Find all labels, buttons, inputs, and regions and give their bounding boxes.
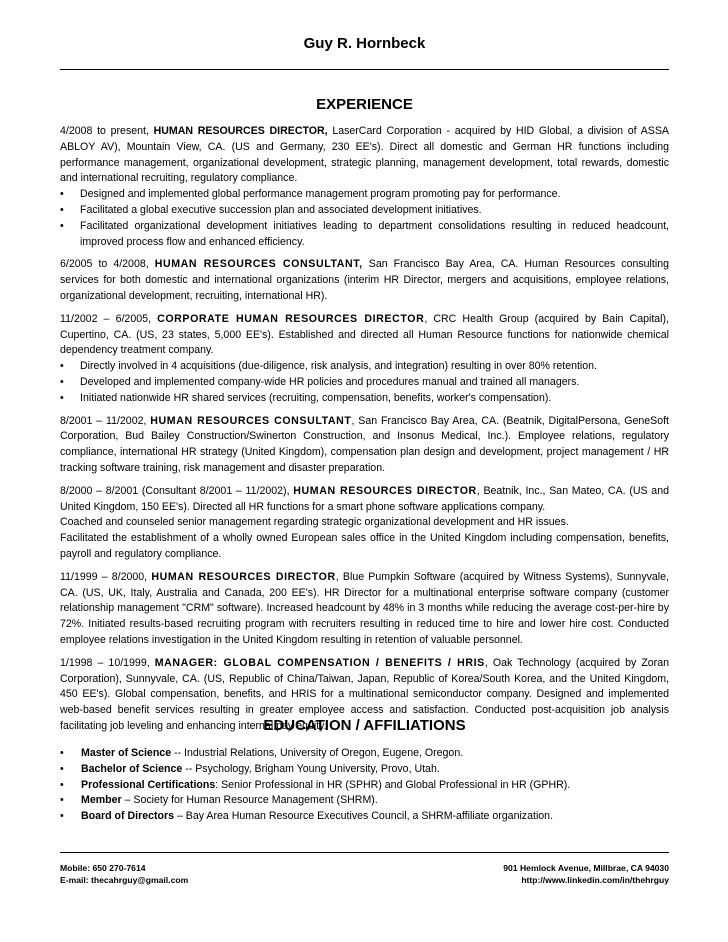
footer-location — [503, 862, 669, 886]
experience-heading: EXPERIENCE — [316, 96, 413, 113]
job-entry: 11/1999 – 8/2000, HUMAN RESOURCES DIRECTOR, Blue Pumpkin Software (acquired by Witness Systems), Sunnyvale, CA. (US, UK, Italy, Australia and Canada, 200 EE's). HR Director for a multinational enterprise software company (customer relationship management "CRM" software). Increased headcount by 48% in 3 months while reducing the average cost-per-hire by 72%. Initiated results-based recruiting program with recruiters resulting in reduced time to hire and lower hire cost. Conducted employee relations investigation in the United Kingdom resulting in retention of valuable personnel. — [60, 570, 669, 646]
footer-contact — [60, 862, 188, 886]
job-entry: 11/2002 – 6/2005, CORPORATE HUMAN RESOURCES DIRECTOR, CRC Health Group (acquired by Bain Capital), Cupertino, CA. (US, 23 states, 5,000 EE's). Established and directed all Human Resource functions for nationwide chemical dependency treatment company. — [60, 312, 669, 357]
job-title: HUMAN RESOURCES DIRECTOR — [151, 570, 336, 583]
job-title: MANAGER: GLOBAL COMPENSATION / BENEFITS / HRIS — [154, 656, 485, 669]
header-divider — [60, 69, 669, 70]
job-title: HUMAN RESOURCES CONSULTANT — [150, 414, 352, 427]
linkedin-link[interactable]: http://www.linkedin.com/in/thehrguy — [521, 875, 669, 885]
list-item: • Developed and implemented company-wide HR policies and procedures manual and trained all managers. — [60, 375, 669, 391]
list-item: • Initiated nationwide HR shared services (recruiting, compensation, benefits, worker's compensation). — [60, 391, 669, 407]
job-achievements — [60, 187, 669, 250]
list-item: • Facilitated a global executive succession plan and associated development initiatives. — [60, 203, 669, 219]
list-item: • Member – Society for Human Resource Management (SHRM). — [60, 793, 669, 809]
email-address[interactable]: E-mail: thecahrguy@gmail.com — [60, 875, 189, 885]
list-item: • Directly involved in 4 acquisitions (due-diligence, risk analysis, and integration) resulting in over 80% retention. — [60, 359, 669, 375]
job-title: HUMAN RESOURCES CONSULTANT, — [154, 258, 363, 271]
job-detail: Facilitated the establishment of a wholly owned European sales office in the United Kingdom including compensation, benefits, payroll and regulatory compliance. — [60, 532, 669, 560]
experience-section — [60, 124, 669, 742]
list-item: • Board of Directors – Bay Area Human Resource Executives Council, a SHRM-affiliate organization. — [60, 809, 669, 825]
education-section — [60, 746, 669, 825]
candidate-name: Guy R. Hornbeck — [303, 35, 426, 52]
job-detail: Coached and counseled senior management regarding strategic organizational development and HR issues. — [60, 516, 569, 529]
list-item: • Designed and implemented global performance management program promoting pay for performance. — [60, 187, 669, 203]
job-entry: 8/2000 – 8/2001 (Consultant 8/2001 – 11/2002), HUMAN RESOURCES DIRECTOR, Beatnik, Inc., San Mateo, CA. (US and United Kingdom, 150 EE's). Directed all HR functions for a smart phone software applications company. — [60, 484, 669, 513]
footer-divider — [60, 852, 669, 853]
job-title: HUMAN RESOURCES DIRECTOR, — [153, 125, 328, 137]
job-entry: 6/2005 to 4/2008, HUMAN RESOURCES CONSULTANT, San Francisco Bay Area, CA. Human Resources consulting services for both domestic and international organizations (interim HR Director, mergers and acquisitions, employee relations, organizational development, recruiting, international HR). — [60, 258, 669, 302]
list-item: • Professional Certifications: Senior Professional in HR (SPHR) and Global Professional in HR (GPHR). — [60, 778, 669, 794]
job-title: HUMAN RESOURCES DIRECTOR — [293, 484, 477, 497]
job-achievements — [60, 359, 669, 406]
education-heading: EDUCATION / AFFILIATIONS — [263, 717, 466, 734]
education-list — [60, 746, 669, 825]
list-item: • Master of Science -- Industrial Relations, University of Oregon, Eugene, Oregon. — [60, 746, 669, 762]
job-entry: 1/1998 – 10/1999, MANAGER: GLOBAL COMPENSATION / BENEFITS / HRIS, Oak Technology (acquired by Zoran Corporation), Sunnyvale, CA. (US, Republic of China/Taiwan, Japan, Republic of Korea/South Korea, and the United Kingdom, 450 EE's). Global compensation, benefits, and HRIS for a multinational semiconductor company. Designed and implemented web-based benefit services resulting in greater employee access and satisfaction. Conducted post-acquisition job analysis facilitating job leveling and enhancing internal pay equity. — [60, 656, 669, 732]
list-item: • Facilitated organizational development initiatives leading to department consolidations resulting in reduced headcount, improved process flow and enhanced efficiency. — [60, 219, 669, 251]
job-title: CORPORATE HUMAN RESOURCES DIRECTOR — [157, 312, 425, 325]
mobile-number: Mobile: 650 270-7614 — [60, 863, 146, 873]
list-item: • Bachelor of Science -- Psychology, Brigham Young University, Provo, Utah. — [60, 762, 669, 778]
street-address: 901 Hemlock Avenue, Millbrae, CA 94030 — [503, 863, 669, 873]
job-entry: 8/2001 – 11/2002, HUMAN RESOURCES CONSULTANT, San Francisco Bay Area, CA. (Beatnik, DigitalPersona, GeneSoft Corporation, Bud Bailey Construction/Swinerton Construction, and Insonus Medical, Inc.). Employee relations, regulatory compliance, international HR strategy (United Kingdom), compensation plan design and development, project management / HR tracking software training, risk management and disaster preparation. — [60, 414, 669, 474]
job-entry: 4/2008 to present, HUMAN RESOURCES DIRECTOR, LaserCard Corporation - acquired by HID Global, a division of ASSA ABLOY AV), Mountain View, CA. (US and Germany, 230 EE's). Direct all domestic and German HR functions including performance management, organizational development, strategic planning, management development, total rewards, domestic and international recruiting, regulatory compliance. — [60, 125, 669, 185]
